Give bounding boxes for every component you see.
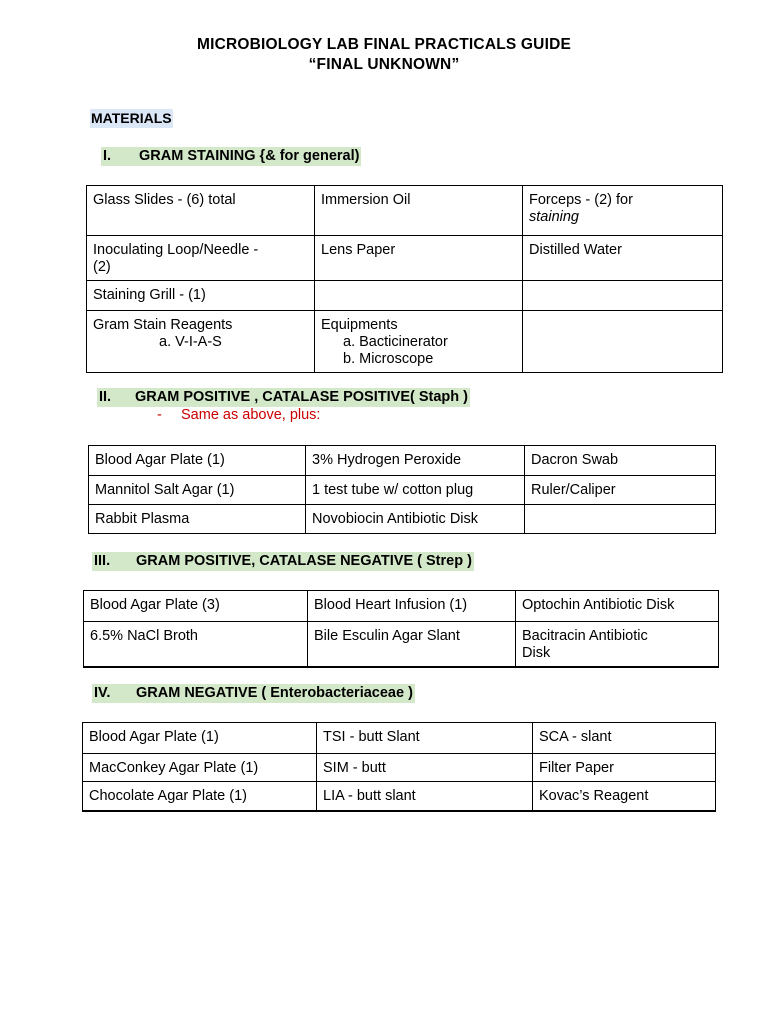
table-cell: Bile Esculin Agar Slant bbox=[308, 622, 516, 668]
section-4-number: IV. bbox=[94, 685, 111, 701]
table-cell: Filter Paper bbox=[533, 754, 716, 782]
table-cell bbox=[315, 281, 523, 311]
table-cell: Optochin Antibiotic Disk bbox=[516, 591, 719, 622]
table-row bbox=[89, 476, 716, 505]
table-cell: SIM - butt bbox=[317, 754, 533, 782]
document-title-line-2: “FINAL UNKNOWN” bbox=[308, 56, 460, 73]
table-cell: Blood Agar Plate (1) bbox=[83, 723, 317, 754]
table-row bbox=[83, 723, 716, 754]
table-cell bbox=[525, 505, 716, 534]
table-row bbox=[87, 186, 723, 236]
table-cell: TSI - butt Slant bbox=[317, 723, 533, 754]
table-cell: Rabbit Plasma bbox=[89, 505, 306, 534]
table-row bbox=[89, 505, 716, 534]
table-cell: 1 test tube w/ cotton plug bbox=[306, 476, 525, 505]
table-cell: Equipments a. Bacticinerator b. Microscope bbox=[315, 311, 523, 373]
table-cell: Gram Stain Reagents a. V-I-A-S bbox=[87, 311, 315, 373]
table-row bbox=[83, 754, 716, 782]
section-4-table bbox=[82, 722, 716, 812]
section-4-title: GRAM NEGATIVE ( Enterobacteriaceae ) bbox=[136, 685, 413, 701]
section-3-title: GRAM POSITIVE, CATALASE NEGATIVE ( Strep ) bbox=[136, 553, 472, 569]
table-cell: Kovac’s Reagent bbox=[533, 782, 716, 811]
table-cell: Chocolate Agar Plate (1) bbox=[83, 782, 317, 811]
section-1-heading bbox=[101, 147, 361, 166]
table-cell: Dacron Swab bbox=[525, 446, 716, 476]
table-row bbox=[83, 782, 716, 811]
section-2-note: - Same as above, plus: bbox=[157, 407, 321, 423]
table-cell bbox=[523, 311, 723, 373]
table-cell: Glass Slides - (6) total bbox=[87, 186, 315, 236]
table-cell: Bacitracin Antibiotic Disk bbox=[516, 622, 719, 668]
table-row bbox=[87, 236, 723, 281]
section-2-number: II. bbox=[99, 389, 112, 405]
table-cell: Blood Heart Infusion (1) bbox=[308, 591, 516, 622]
section-2-table bbox=[88, 445, 716, 534]
table-cell: Inoculating Loop/Needle - (2) bbox=[87, 236, 315, 281]
table-cell: 6.5% NaCl Broth bbox=[84, 622, 308, 668]
section-2-title: GRAM POSITIVE , CATALASE POSITIVE( Staph ) bbox=[135, 389, 468, 405]
section-1-table bbox=[86, 185, 723, 373]
table-cell: Blood Agar Plate (1) bbox=[89, 446, 306, 476]
table-row bbox=[84, 591, 719, 622]
section-3-number: III. bbox=[94, 553, 111, 569]
table-cell: LIA - butt slant bbox=[317, 782, 533, 811]
table-row bbox=[87, 281, 723, 311]
table-cell: Blood Agar Plate (3) bbox=[84, 591, 308, 622]
section-1-number: I. bbox=[103, 148, 112, 164]
table-cell: SCA - slant bbox=[533, 723, 716, 754]
table-cell: Forceps - (2) for staining bbox=[523, 186, 723, 236]
table-cell: Staining Grill - (1) bbox=[87, 281, 315, 311]
table-cell bbox=[523, 281, 723, 311]
table-row bbox=[89, 446, 716, 476]
table-cell: MacConkey Agar Plate (1) bbox=[83, 754, 317, 782]
table-cell: 3% Hydrogen Peroxide bbox=[306, 446, 525, 476]
table-cell: Immersion Oil bbox=[315, 186, 523, 236]
section-1-title: GRAM STAINING {& for general) bbox=[139, 148, 360, 164]
table-cell: Ruler/Caliper bbox=[525, 476, 716, 505]
materials-heading: MATERIALS bbox=[91, 110, 172, 126]
table-row bbox=[84, 622, 719, 668]
table-cell: Lens Paper bbox=[315, 236, 523, 281]
section-4-heading bbox=[92, 684, 415, 703]
table-row bbox=[87, 311, 723, 373]
table-cell: Distilled Water bbox=[523, 236, 723, 281]
table-cell: Novobiocin Antibiotic Disk bbox=[306, 505, 525, 534]
section-3-heading bbox=[92, 552, 474, 571]
table-cell: Mannitol Salt Agar (1) bbox=[89, 476, 306, 505]
section-2-heading bbox=[97, 388, 470, 407]
document-title-line-1: MICROBIOLOGY LAB FINAL PRACTICALS GUIDE bbox=[196, 36, 572, 53]
section-3-table bbox=[83, 590, 719, 668]
